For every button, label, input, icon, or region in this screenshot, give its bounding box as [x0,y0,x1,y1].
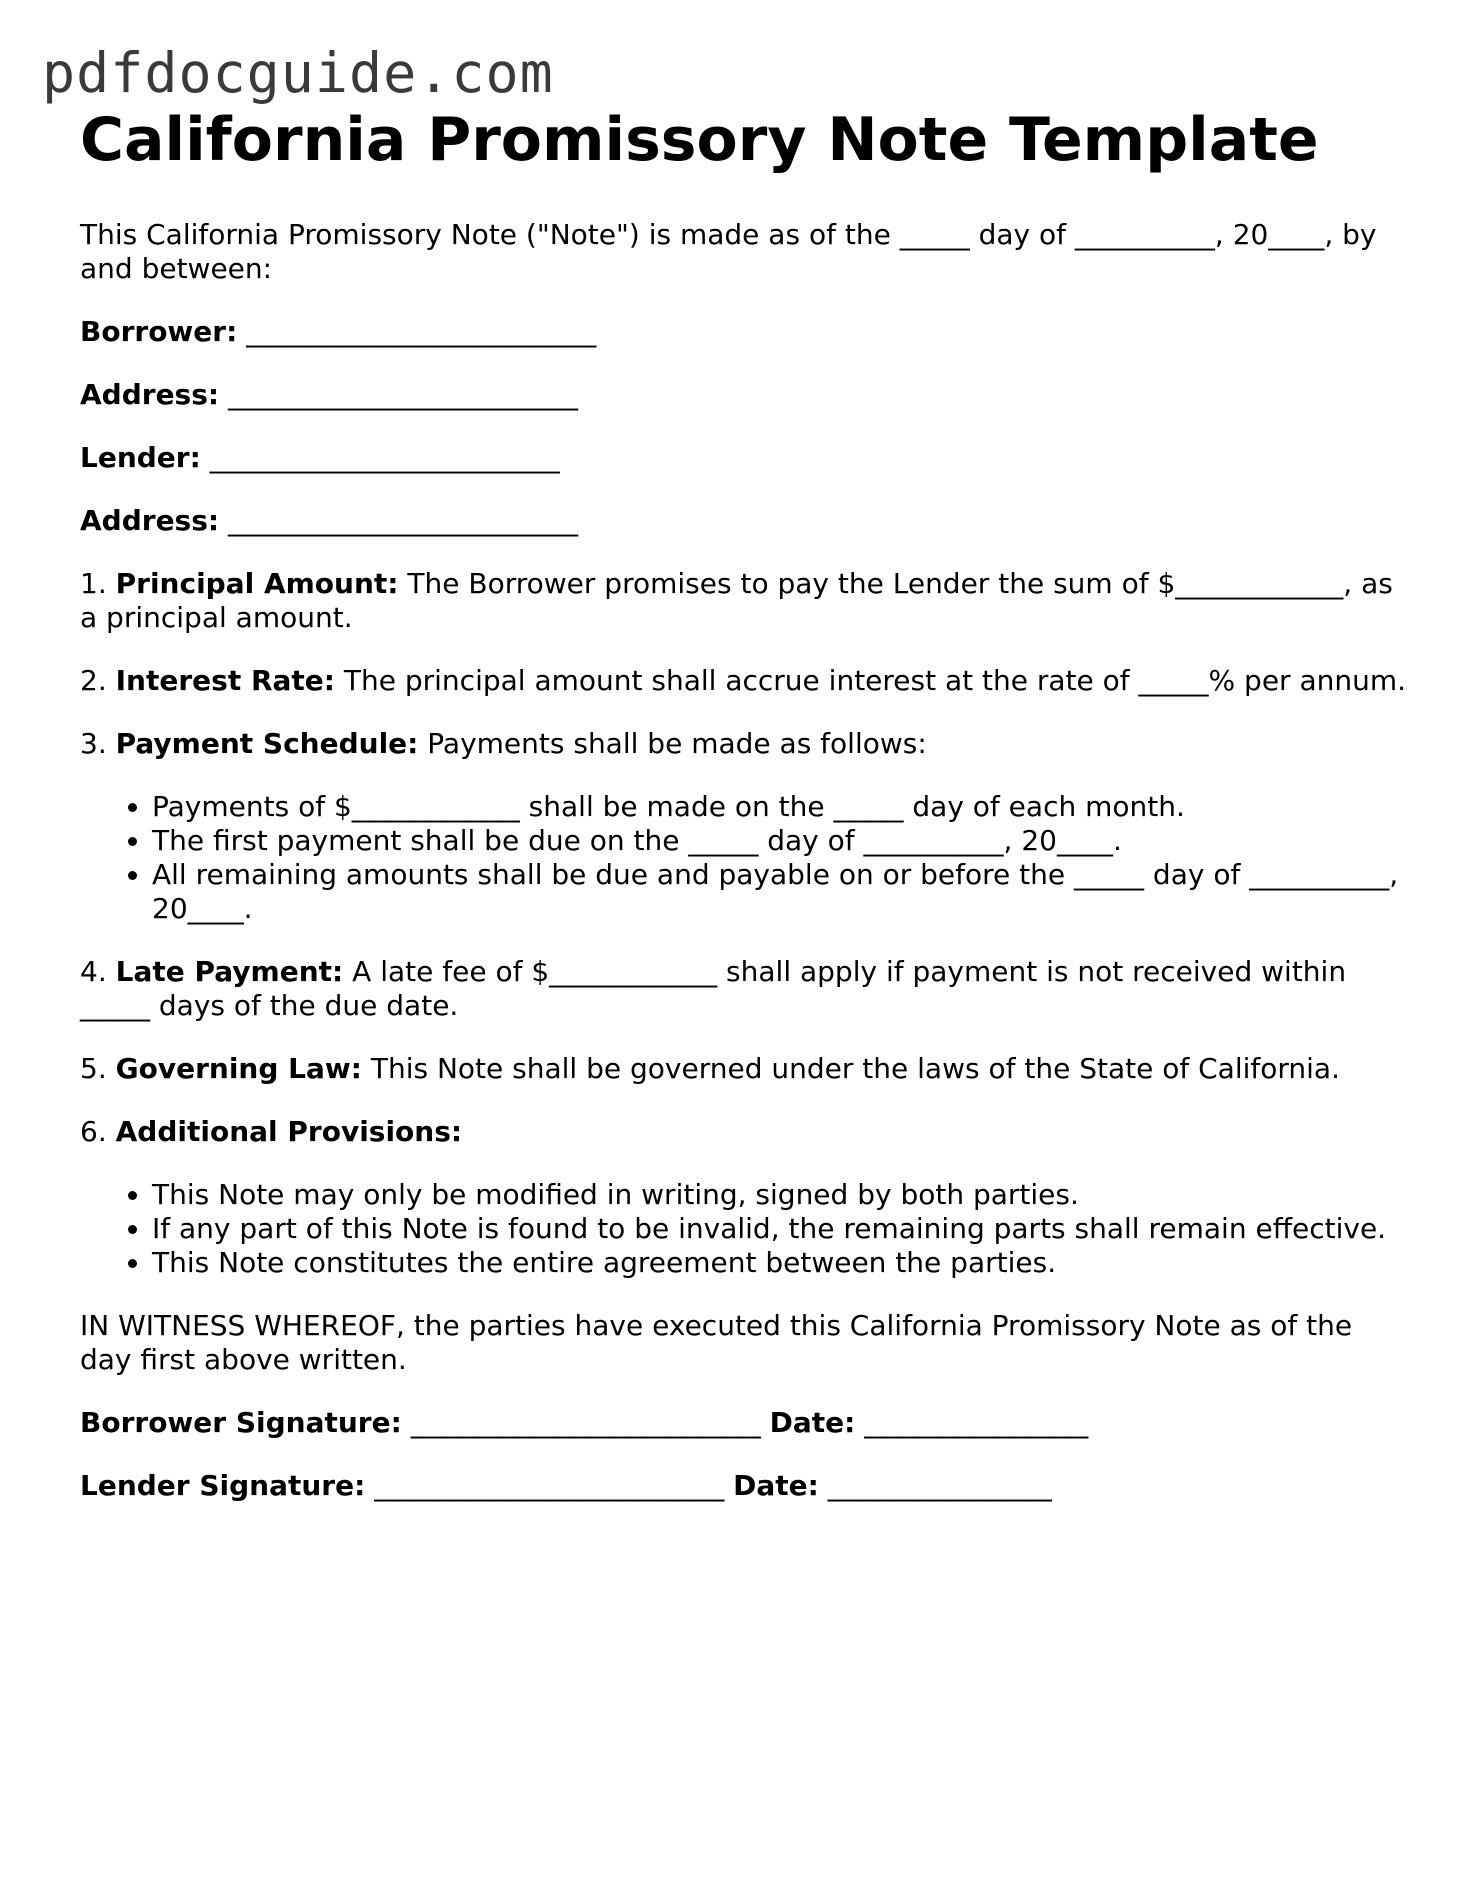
section-late-payment [80,955,1410,1023]
section-text: The principal amount shall accrue interest at the rate of _____% per annum. [343,664,1407,697]
borrower-address-label: Address: [80,378,220,411]
section-heading: Additional Provisions: [115,1115,463,1148]
lender-date-label: Date: [733,1469,819,1502]
section-text: This Note shall be governed under the laws of the State of California. [370,1052,1340,1085]
borrower-signature-line [80,1406,1410,1440]
section-heading: Governing Law: [115,1052,362,1085]
witness-paragraph: IN WITNESS WHEREOF, the parties have executed this California Promissory Note as of the day first above written. [80,1309,1353,1376]
page-title: California Promissory Note Template [80,105,1319,175]
section-heading: Late Payment: [115,955,344,988]
section-number: 4. [80,955,107,988]
section-schedule [80,727,1410,761]
borrower-signature-blank: _________________________ [410,1406,761,1439]
borrower-address-field [80,378,1410,412]
section-text: A late fee of $____________ shall apply if payment is not received within _____ days of the due date. [80,955,1347,1022]
lender-signature-blank: _________________________ [374,1469,725,1502]
borrower-date-label: Date: [769,1406,856,1439]
list-item: • This Note constitutes the entire agreement between the parties. [152,1246,1410,1280]
watermark: pdfdocguide.com [42,41,554,105]
borrower-address-blank: _________________________ [228,378,578,411]
section-number: 6. [80,1115,107,1148]
lender-label: Lender: [80,441,201,474]
lender-address-blank: _________________________ [228,504,578,537]
section-interest [80,664,1410,698]
section-text: Payments shall be made as follows: [427,727,927,760]
section-text: The Borrower promises to pay the Lender the sum of $____________, as a principal amount. [80,567,1393,634]
list-item: • Payments of $____________ shall be made on the _____ day of each month. [152,790,1410,824]
section-number: 2. [80,664,107,697]
lender-blank: _________________________ [209,441,560,474]
borrower-date-blank: ________________ [864,1406,1089,1439]
list-item: • All remaining amounts shall be due and payable on or before the _____ day of __________, 20____. [152,858,1410,926]
list-item: • This Note may only be modified in writing, signed by both parties. [152,1178,1410,1212]
section-heading: Principal Amount: [115,567,399,600]
lender-date-blank: ________________ [827,1469,1052,1502]
lender-field [80,441,1410,475]
borrower-blank: _________________________ [246,315,597,348]
additional-list [80,1178,1410,1280]
section-governing-law [80,1052,1410,1086]
borrower-field [80,315,1410,349]
lender-signature-label: Lender Signature: [80,1469,366,1502]
list-item: • If any part of this Note is found to be invalid, the remaining parts shall remain effective. [152,1212,1410,1246]
borrower-label: Borrower: [80,315,238,348]
list-item: • The first payment shall be due on the _____ day of __________, 20____. [152,824,1410,858]
document [80,100,1410,1532]
section-additional [80,1115,1410,1149]
section-number: 3. [80,727,107,760]
lender-address-label: Address: [80,504,220,537]
schedule-list [80,790,1410,926]
section-heading: Interest Rate: [115,664,335,697]
borrower-signature-label: Borrower Signature: [80,1406,402,1439]
section-principal [80,567,1410,635]
section-heading: Payment Schedule: [115,727,419,760]
section-number: 1. [80,567,107,600]
section-number: 5. [80,1052,107,1085]
intro-paragraph: This California Promissory Note ("Note") is made as of the _____ day of __________, 20____, by and between: [80,218,1377,285]
lender-signature-line [80,1469,1410,1503]
lender-address-field [80,504,1410,538]
